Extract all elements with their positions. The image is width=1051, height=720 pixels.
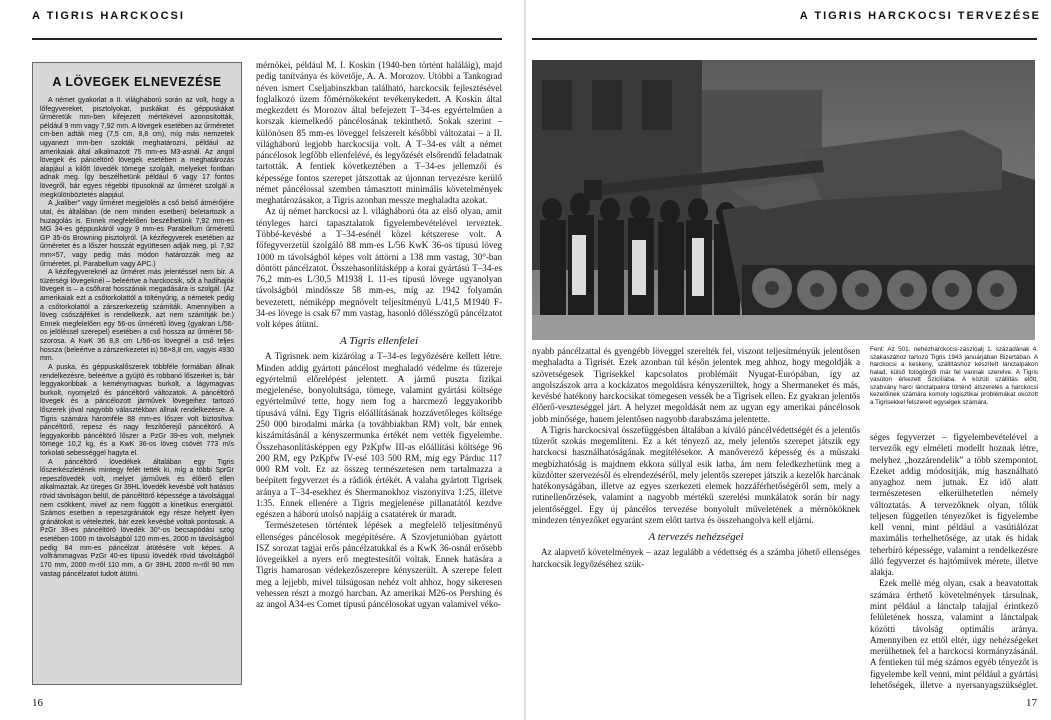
sidebar-box: [32, 62, 242, 685]
body-paragraph: Az alapvető követelmények – azaz legalább a védettség és a számba jöhető ellenséges harckocsik legyőzéséhez szük-: [532, 547, 860, 569]
sidebar-paragraph: A kézifegyvereknél az űrméret más jelentéssel nem bír. A tüzérségi lövegeknél – beleértve a harckocsik, sőt a hadihajók lövegeit is – a csőfurat hosszának megadására is szolgál. (Az amerikaiak ezt a csőtorkolattól a töltényűrig, a németek pedig a csőtorkolattól a zárszerkezetig számíták. Amennyiben a löveg csőszájféket is rendelkezik, azt nem számítják be.) Ennek megfelelően egy 56-os űrméretű löveg (gyakran L/56-os jelöléssel szerepel) esetében a cső hossza az űrméret 56-szorosa. A KwK 36 8,8 cm L/56-os lövegnél a cső teljes hossza (beleértve a zárszerkezetet is) 56×8,8 cm, vagyis 4930 mm.: [40, 269, 234, 363]
body-paragraph: Ezek mellé még olyan, csak a beavatottak számára érthető követelmények társulnak, mint például a lánctalp talajjal érintkező felületének hossza, valamint a lánctalpak közötti távolság optimális aránya. Amennyiben ez ettől eltér, úgy nehézségeket merülhetnek fel a harckocsi kormányzásánál. A fentieken túl még számos egyéb tényezőt is figyelembe kell venni, mint például a gyártási lehetőségek, illetve a nyersanyagszükséglet.: [870, 578, 1038, 690]
tank-photo: [532, 60, 1035, 340]
body-paragraph: nyabb páncélzattal és gyengébb löveggel szerelték fel, viszont teljesítményük jelentősen meghaladta a Tigrisét. Ezek azonban túl későn jelentek meg ahhoz, hogy megoldják a szövetségesek Tigrisekkel kapcsolatos problémáit Nyugat-Európában, így az angolszászok arra a kockázatos megoldásra kényszerültek, hogy a Shermaneket és más, kevésbé hatékony harckocsikat tömegesen vessék be a Tigrisek ellen. Ez gyakran jelentős élőerő-veszteséggel járt. A helyzet megoldását nem az ugyan egy amerikai páncélosok jobb minősége, hanem jelentősen nagyobb darabszáma jelentette.: [532, 346, 860, 424]
right-page: [526, 0, 1051, 720]
body-paragraph: A Tigris harckocsival összefüggésben általában a kiváló páncélvédettségét és a jelentős tűzerőt szokás megemlíteni. Ez a két tényező az, mely jelentős szerepet játszik egy harckocsi használhatóságának megítélésekor. A manőverező képesség és a műszaki megbízhatóság is majdnem ekkora súllyal esik latba, ám nem feledkezhetünk meg a küzdötter szervezésől és elrendezéséről, mely jelentős szerepet játszik a kezelők harcának hatékonyságában, illetve az egyes szerkezeti elemek hozzáférhetőségéről sem, mely a rutinellenőrzések, valamint a nagyobb mértékű szerelési munkálatok során bír nagy jelentőséggel. Egy új páncélos tervezése bonyolult műveletének a mérnököknek mindezen tényezőket egyaránt szem előtt tartva és összehangolva kell eljárni.: [532, 424, 860, 525]
left-page: [0, 0, 525, 720]
body-column-left: [256, 60, 502, 690]
sidebar-paragraph: A páncéltörő lövedékek általában egy Tigris lőszerkészletének mintegy felét tették ki, míg a többi SprGr repeszlövedék volt, melyet járművek és élőerő ellen alkalmaztak. Az üreges Gr 39HL lövedék kevésbé volt hatásos rövid távolságon belül, de páncéltörő képessége a távolsággal nem csökkent, mivel az nem függött a kinetikus energiától. Számos esetben a repeszgránátok egy része helyett ilyen gránátokat is vételeztek, bár ezek kevésbé voltak pontosak. A PzGr 39-es páncéltörő lövedék 30°-os becsapódási szög esetében 1000 m távolságból 120 mm-es, 2000 m távolságból pedig 84 mm-es páncélzat átütésére volt képes. A volfrámmagvas PzGr 40-es típusú lövedék rövid távolságból 170 mm, 2000 m-ről 110 mm, a Gr 39HL 2000 m-ről 90 mm vastag páncélzatot tudott átütni.: [40, 458, 234, 578]
section-heading: A tervezés nehézségei: [648, 531, 744, 544]
section-heading: A Tigris ellenfelei: [339, 335, 418, 348]
body-paragraph: A Tigrisnek nem kizárólag a T–34-es legyőzésére kellett létre. Minden addig gyártott páncélost meghaladó védelme és tűzereje egyértelmű előrelépést jelentett. A jármű puszta fizikai megjelenése, bonyolultsága, tömege, valamint gyártási költsége egyértelművé tette, hogy nem fog a harcmező leggyakoribb típusává válni. Egy Tigris előállításának hozzávetőleges költsége 250 000 birodalmi márka (a továbbiakban RM) volt, bár ennek kiszámításánál a kényszermunka értékét nem vették figyelembe. Összehasonlításképpen egy PzKpfw III-as előállítási költsége 96 200 RM, egy PzKpfw IV-esé 103 500 RM, míg egy Párduc 117 000 RM volt. Ez az összeg természetesen nem tartalmazza a beépített fegyverzet és a rádiók értékét. A valaha gyártott Tigrisek aránya a T–34-esekhez és Shermanokhoz viszonyítva 1:25, illetve 1:35. Ennek ellenére a Tigris megjelenése pillanatától kezdve egészen a háború utolsó napjáig a csatatérek úr maradt.: [256, 351, 502, 520]
sidebar-paragraph: A puska, és géppuskalőszerek többféle formában állnak rendelkezésre, beleértve a gyújtó és robbanó lőszerket is, bár leggyakoribbak a keménymagvas burkolt, a lágymagvas burkolt, nyomjelző és páncéltörő változatok. A páncéltörő lövegek és a páncélozott járművek lövegeihez tartozó lőszerek jóval nagyobb választékban állnak rendelkezésre. A Tigris számára háromféle 88 mm-es lőszer volt biztosítva: páncéltörő, repesz és nagy feszítőerejű páncéltörő. A leggyakoribb páncéltörő lőszer a PzGr 39-es volt, melynek tömege 10,2 kg, és a KwK 36-os löveg csövét 773 m/s torkolati sebességgel hagyta el.: [40, 363, 234, 457]
tank-photo-graphic: [532, 60, 1035, 340]
page-number-left: 16: [32, 697, 43, 709]
sidebar-paragraph: A „kaliber” vagy űrméret megjelölés a cső belső átmérőjére utal, és általában (de nem minden esetben) beletartozik a huzagolás is. Ennek megfelelően beszélhetünk 7,92 mm-es MG 34-es géppuskáról vagy 9 mm-es Parabellum űrméretű GP 35-ös Browning pisztolyról. (A kézifegyverek esetében az űrméretet és a lőszer hosszát együttesen adják meg, pl. 7,92 mm×57, vagy pedig más módon határozzák meg az űrméretet, pl. Parabellum vagy APC.): [40, 200, 234, 268]
body-paragraph: mérnökei, például M. I. Koskin (1940-ben történt haláláig), majd pedig tanítványa és követője, A. A. Morozov. Utóbbi a Tankograd néven ismert Cseljabinszkban található, harckocsik fejlesztésével foglalkozó üzem főmérnökeként tevékenykedett. A Koskin által megkezdett és Morozov által befejezett T–34-es egyértelműen a korszak kiemelkedő páncélosának tekinthető. Sokak szerint – különösen 85 mm-es löveggel felszerelt későbbi változatai – a II. világháború legjobb harckocsija volt. A T–34-es vált a német páncélosok legfőbb ellenfelévé, és legyőzését elsőrendű feladatnak tartották. A fentiek következtében a T–34-es jellemzői és képessége fontos szerepet játszottak az újonnan tervezésre kerülő német páncélossal szemben támasztott minimális követelmények meghatározásakor, a Tigris azonban messze meghaladta azokat.: [256, 60, 502, 206]
sidebar-paragraph: A német gyakorlat a II. világháború során az volt, hogy a lőfegyvereket, pisztolyokat, puskákat és géppuskákat űrméretük mm-ben kifejezett mértékével azonosították, például 9 mm vagy 7,92 mm. A lövegek esetében az űrméretet cm-ben adták meg (7,5 cm, 8,8 cm), míg más nemzetek ugyanezt mm-ben szokták meghatározni, például az amerikaiak által alkalmazott 75 mm-es M3-asnál. Az angol lövegek és páncéltörő lövegek esetében a meghatározás alapjául a kilőtt lövedék tömege szolgált, melyeket fontban adnak meg. Így beszélhetünk például 6 vagy 17 fontos lövegről, bár egyes régebbi típusoknál az űrméret szolgál a megkülönböztetés alapjául.: [40, 97, 234, 199]
body-column-right-2: [870, 432, 1038, 690]
body-paragraph: Az új német harckocsi az I. világháború óta az első olyan, amit tényleges harci tapasztalatok figyelembevételével terveztek. Többé-kevésbé a T–34-esénél közel kétszerese volt. A főfegyverzetül szolgáló 88 mm-es L/56 KwK 36-os típusú löveg 1000 m távolságból képes volt áttörni a 138 mm vastag, 30°-ban döntött páncélzatot. Összehasonlításképp a korai gyártású T–34-es 76,2 mm-es L/30,5 M1938 L 11-es típusú lövege ugyanolyan távolságból mindössze 58 mm-es, míg az 1942 folyamán bevezetett, némiképp megnövelt teljesítményű L/41,5 M1940 F-34-es lövege is csak 67 mm vastag, hasonló dőlésszögű páncélzatot volt képes átütni.: [256, 206, 502, 330]
page-number-right: 17: [1026, 697, 1037, 709]
body-paragraph: séges fegyverzet – figyelembevételével a tervezők egy elméleti modellt hoznak létre, melyhez „hozzárendelik” a több szempontot. Ezeket addig módosítják, míg használható anyaghoz nem jutnak. Ez idő alatt természetesen elkerülhetetlen némely változtatás. A tervezőknek olyan, tőlük teljesen független tényezőket is figyelembe kell venni, mint például a vasútiálózat maximális terhelhetősége, az utak és hidak teherbíró képessége, valamint a rendelkezésre álló fegyverzet és hajtóművek mérete, illetve alakja.: [870, 432, 1038, 578]
photo-caption: Fent: Az 501. nehézharckocsi-zászlóalj 1. századának 4. szakaszához tartozó Tigris 1943 januárjában Bizertában. A harckocsi a keskeny, szállításhoz készített lánctalpakon halad, külső fotógörgői már fel vannak szerelve. A Tigris vasúton érkezett Szicíliába. A közúti szállítás előtt, szabvány harci lánctalpakra történő átszerelés a harckocsi kezelőinek számára komoly logisztikai problémákat okozott a Tigrisekkel felszerelt egységek számára.: [870, 346, 1038, 406]
sidebar-title: A LÖVEGEK ELNEVEZÉSE: [52, 75, 222, 89]
running-header-right: A TIGRIS HARCKOCSI TERVEZÉSE: [799, 10, 1041, 22]
header-rule-right: [532, 38, 1037, 40]
body-paragraph: Természetesen történtek lépések a megfelelő teljesítményű ellenséges páncélosok megépítésére. A Szovjetunióban gyártott ISZ sorozat tagjai erős páncélzatukkal és a KwK 36-osnál erősebb lövegeikkel a nyers erő megtestesítői voltak. Ennek hatására a Tigris hamarosan védekezőszerepre kényszerült. A szerepe felett meg a lejjebb, mivel túlsúgosan nehéz volt ahhoz, hogy sikeresen vehessen részt a mozgó harcban. Az amerikai M26-os Pershing és az angol A34-es Comet típusú páncélosokat ugyan valamivel véko-: [256, 520, 502, 610]
running-header-left: A TIGRIS HARCKOCSI: [32, 10, 185, 22]
header-rule-left: [32, 38, 502, 40]
body-column-right-1: [532, 346, 860, 691]
